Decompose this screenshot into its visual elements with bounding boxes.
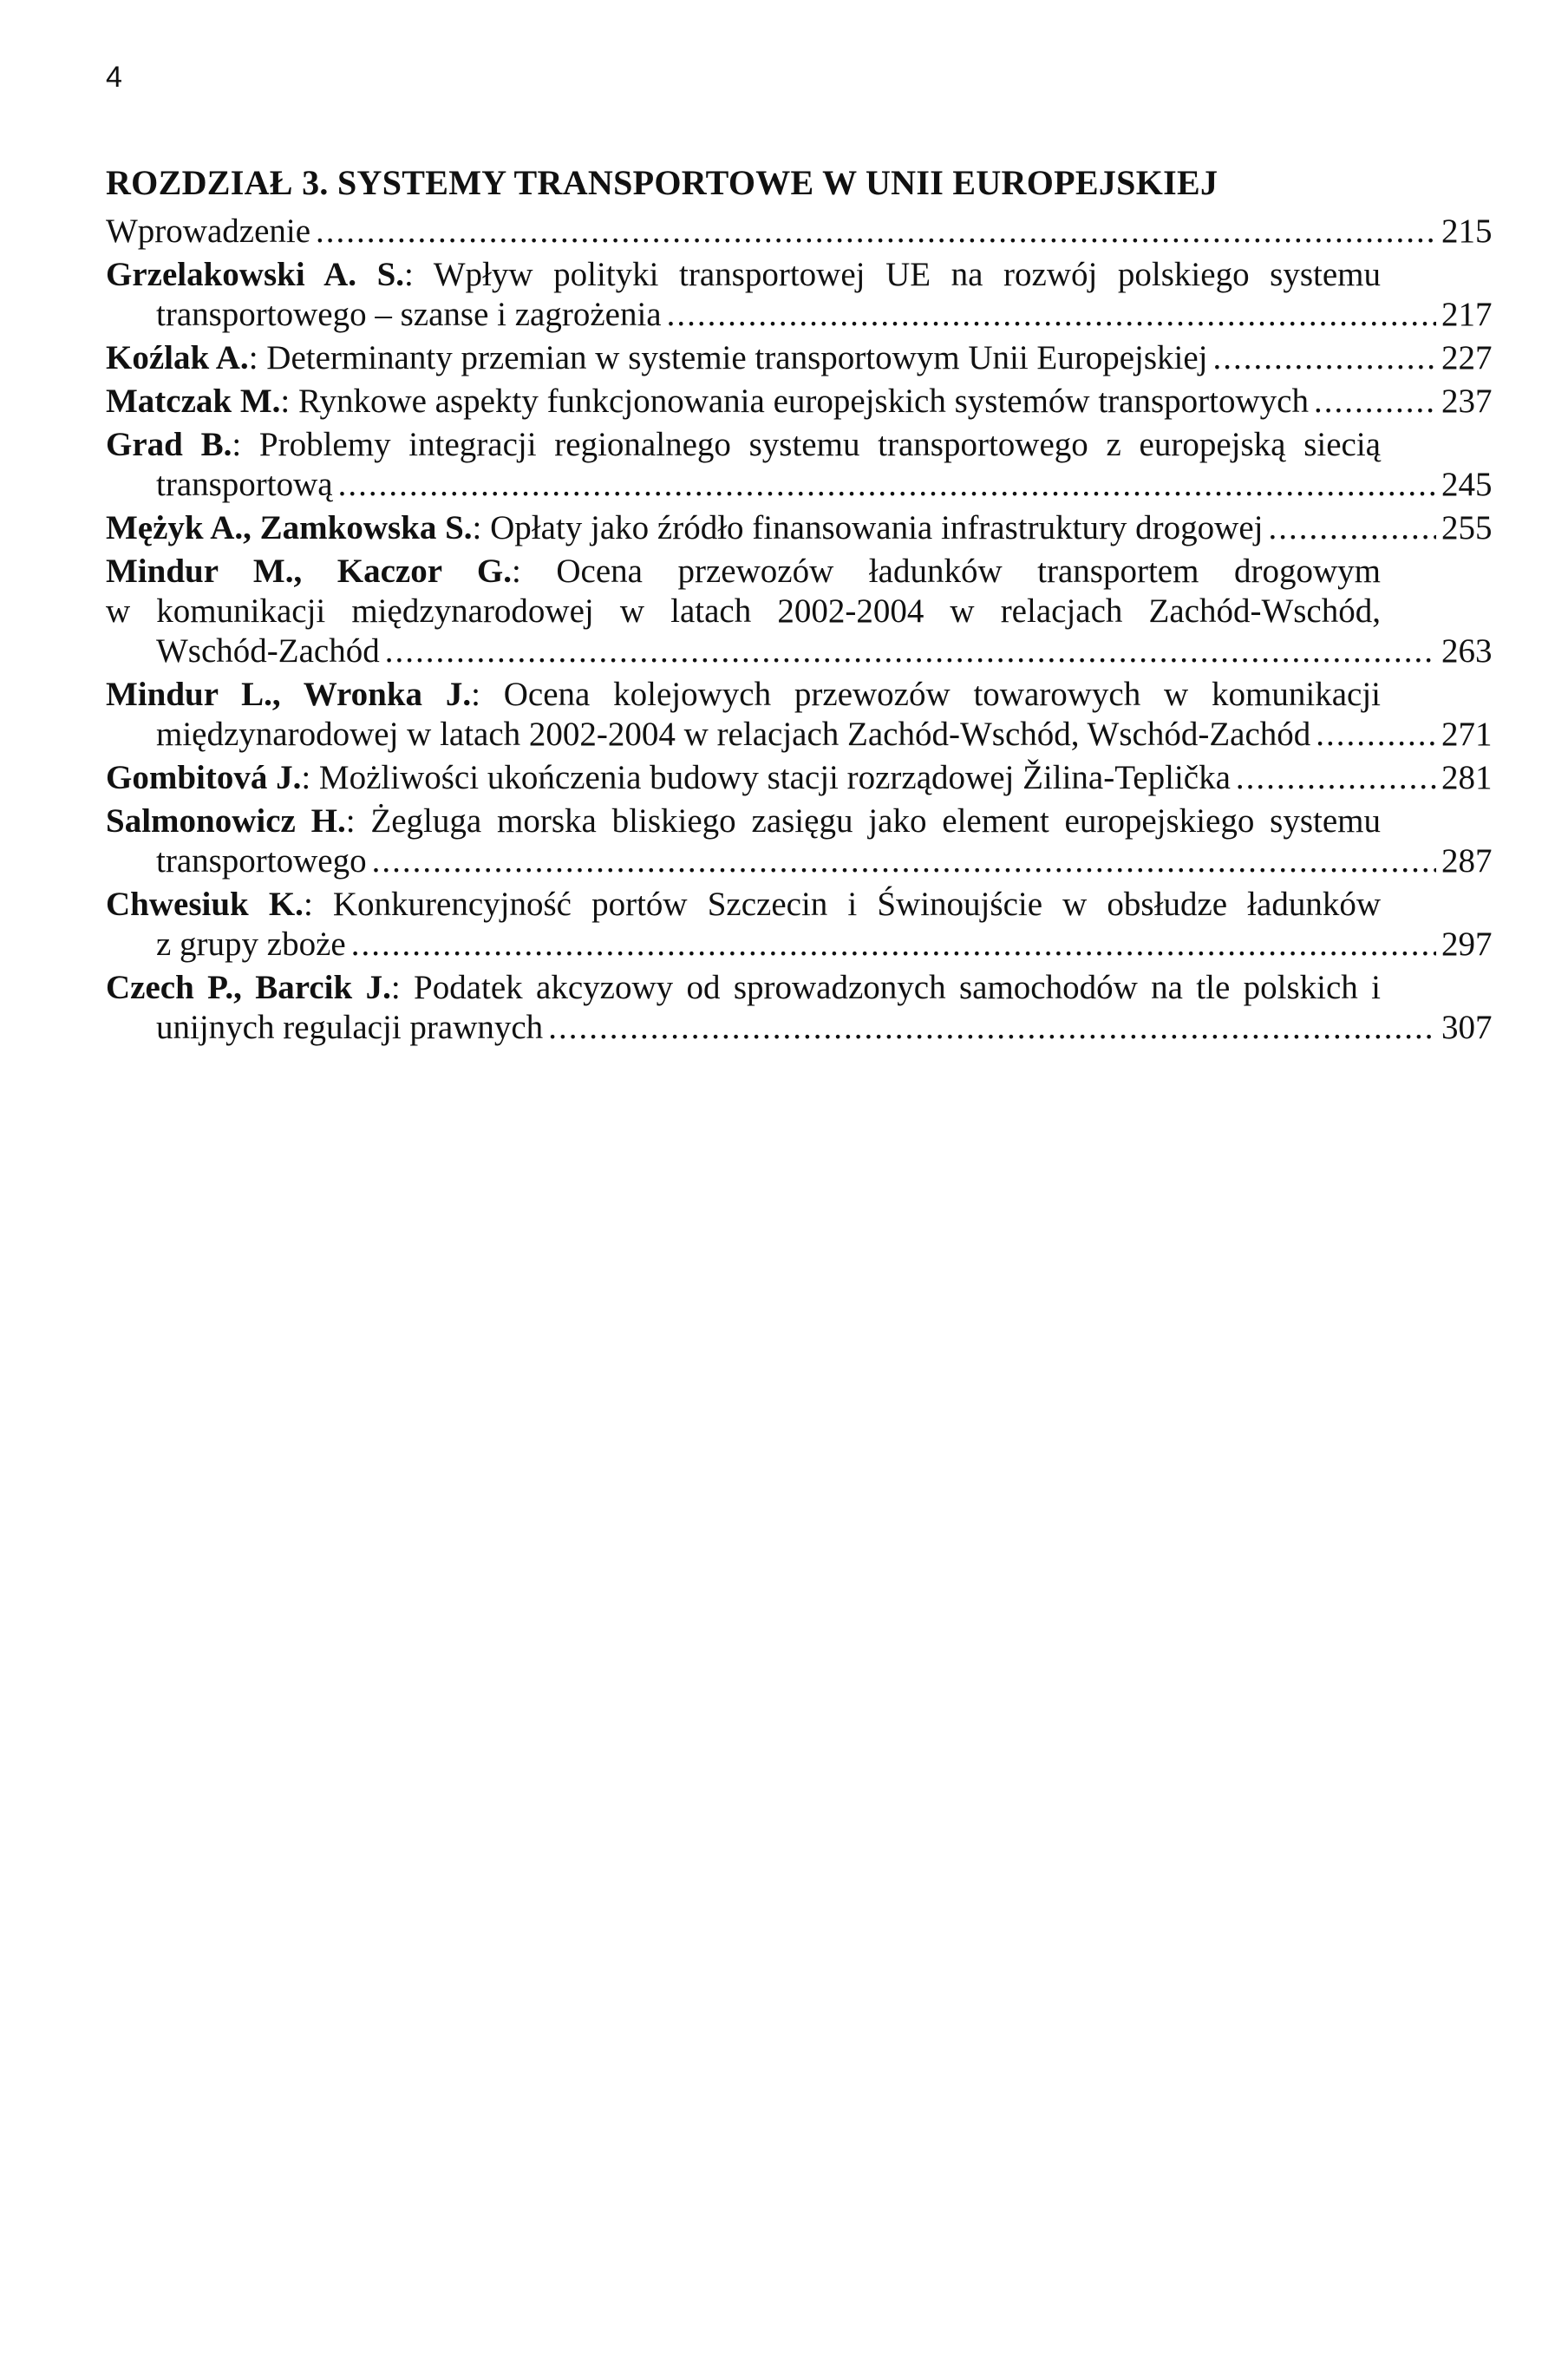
- toc-entry-title: [106, 212, 310, 252]
- toc-entry-text: Wschód-Zachód: [156, 632, 380, 670]
- toc-entry-author: Mężyk A., Zamkowska S.: [106, 509, 473, 546]
- toc-entry-text: transportową: [156, 466, 333, 503]
- toc-entry: [106, 758, 1502, 798]
- dot-leader: [316, 212, 1436, 252]
- toc-entry-text: : Ocena kolejowych przewozów towarowych w komunikacji: [471, 676, 1381, 713]
- toc-entry-last-line: [106, 212, 1502, 252]
- toc-entry-last-line: [106, 841, 1502, 881]
- toc-entry-author: Matczak M.: [106, 383, 281, 420]
- toc-entry-text: : Opłaty jako źródło finansowania infrastruktury drogowej: [472, 509, 1264, 546]
- toc-entry-text: Wprowadzenie: [106, 213, 311, 250]
- toc-entry-title: [106, 508, 1263, 548]
- toc-entry-page: 271: [1441, 716, 1493, 753]
- toc-entry-text: transportowego – szanse i zagrożenia: [156, 296, 662, 333]
- toc-entry: [106, 552, 1502, 671]
- chapter-title: ROZDZIAŁ 3. SYSTEMY TRANSPORTOWE W UNII EUROPEJSKIEJ: [106, 163, 1218, 202]
- toc-entry-page: 245: [1441, 466, 1493, 503]
- toc-entry-last-line: [106, 382, 1502, 422]
- toc-entry: [106, 338, 1502, 378]
- toc-entry: [106, 212, 1502, 252]
- toc-entry-text: : Żegluga morska bliskiego zasięgu jako element europejskiego systemu: [345, 802, 1381, 840]
- toc-entry-last-line: [106, 508, 1502, 548]
- dot-leader: [385, 631, 1436, 671]
- dot-leader: [1213, 338, 1436, 378]
- dot-leader: [338, 465, 1436, 505]
- dot-leader: [372, 841, 1436, 881]
- toc-entry-text: transportowego: [156, 842, 367, 880]
- toc-entry-line: [106, 592, 1502, 631]
- toc-entry-title: [156, 465, 333, 505]
- toc-entry-line: [106, 425, 1502, 465]
- toc-entry-last-line: [106, 758, 1502, 798]
- toc-entry-title: [106, 382, 1309, 422]
- toc-entry-author: Grad B.: [106, 426, 232, 463]
- toc-entry-line: [106, 552, 1502, 592]
- toc-entry-author: Koźlak A.: [106, 339, 249, 376]
- toc-entry-last-line: [106, 1008, 1502, 1048]
- toc-entry-author: Mindur M., Kaczor G.: [106, 553, 512, 590]
- toc-entry-page: 255: [1441, 509, 1493, 546]
- toc-entry-page: 215: [1441, 213, 1493, 250]
- toc-entry-text: : Problemy integracji regionalnego systemu transportowego z europejską siecią: [232, 426, 1381, 463]
- toc-entry-page: 307: [1441, 1009, 1493, 1046]
- page-number: 4: [106, 61, 122, 94]
- toc-entry-last-line: [106, 465, 1502, 505]
- toc-entry-line: [106, 885, 1502, 925]
- toc-entry: [106, 508, 1502, 548]
- dot-leader: [667, 295, 1436, 335]
- toc-entry-page: 217: [1441, 296, 1493, 333]
- toc-entry-author: Salmonowicz H.: [106, 802, 346, 840]
- toc-entry-text: : Podatek akcyzowy od sprowadzonych samochodów na tle polskich i: [390, 969, 1382, 1006]
- toc-entry-page: 237: [1441, 383, 1493, 420]
- toc-entry-line: [106, 968, 1502, 1008]
- toc-entry-text: : Ocena przewozów ładunków transportem drogowym: [511, 553, 1381, 590]
- toc-entry-title: [156, 715, 1310, 755]
- toc-entry-text: : Możliwości ukończenia budowy stacji rozrządowej Žilina-Teplička: [301, 759, 1231, 796]
- toc-entry-title: [156, 1008, 543, 1048]
- toc-entry-line: [106, 801, 1502, 841]
- toc-entry-title: [106, 758, 1231, 798]
- toc-entry: [106, 801, 1502, 881]
- toc-entry: [106, 255, 1502, 335]
- toc-entry-text: międzynarodowej w latach 2002-2004 w relacjach Zachód-Wschód, Wschód-Zachód: [156, 716, 1311, 753]
- toc-entry-title: [156, 295, 662, 335]
- toc-entry-title: [156, 925, 346, 965]
- toc-entry-page: 287: [1441, 842, 1493, 880]
- toc-entry-last-line: [106, 631, 1502, 671]
- toc-entry-text: : Wpływ polityki transportowej UE na rozwój polskiego systemu: [404, 256, 1381, 293]
- toc-entry-title: [156, 841, 367, 881]
- toc-entry: [106, 968, 1502, 1048]
- toc-entry: [106, 885, 1502, 965]
- toc-entry-title: [106, 338, 1208, 378]
- toc-entry-author: Gombitová J.: [106, 759, 302, 796]
- toc-entries: [106, 212, 1502, 1048]
- toc-entry-text: unijnych regulacji prawnych: [156, 1009, 544, 1046]
- dot-leader: [1314, 382, 1436, 422]
- toc-entry-last-line: [106, 715, 1502, 755]
- toc-entry-page: 227: [1441, 339, 1493, 376]
- toc-entry-last-line: [106, 295, 1502, 335]
- toc-entry-last-line: [106, 925, 1502, 965]
- toc-entry-line: [106, 255, 1502, 295]
- toc-entry-author: Chwesiuk K.: [106, 886, 304, 923]
- toc-entry-text: : Konkurencyjność portów Szczecin i Świnoujście w obsłudze ładunków: [303, 886, 1381, 923]
- toc-entry-author: Mindur L., Wronka J.: [106, 676, 472, 713]
- toc-entry-line: [106, 675, 1502, 715]
- toc-entry-author: Grzelakowski A. S.: [106, 256, 405, 293]
- toc-entry-title: [156, 631, 380, 671]
- dot-leader: [1316, 715, 1436, 755]
- toc-entry-text: w komunikacji międzynarodowej w latach 2002-2004 w relacjach Zachód-Wschód,: [106, 592, 1381, 630]
- toc-entry: [106, 425, 1502, 505]
- toc-entry-page: 281: [1441, 759, 1493, 796]
- dot-leader: [1236, 758, 1436, 798]
- dot-leader: [548, 1008, 1436, 1048]
- dot-leader: [351, 925, 1436, 965]
- table-of-contents: [106, 163, 1502, 1051]
- toc-entry-page: 263: [1441, 632, 1493, 670]
- toc-entry-page: 297: [1441, 926, 1493, 963]
- toc-entry-text: : Determinanty przemian w systemie transportowym Unii Europejskiej: [248, 339, 1208, 376]
- dot-leader: [1268, 508, 1436, 548]
- toc-entry-author: Czech P., Barcik J.: [106, 969, 391, 1006]
- toc-entry-text: : Rynkowe aspekty funkcjonowania europejskich systemów transportowych: [280, 383, 1309, 420]
- toc-entry-text: z grupy zboże: [156, 926, 346, 963]
- toc-entry: [106, 382, 1502, 422]
- toc-entry: [106, 675, 1502, 755]
- toc-entry-last-line: [106, 338, 1502, 378]
